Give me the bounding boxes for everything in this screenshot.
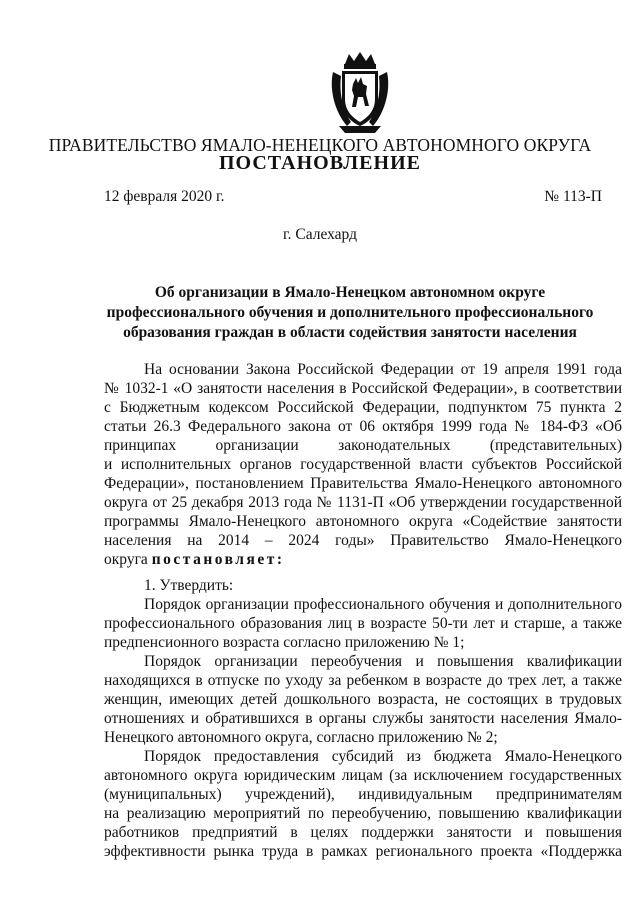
body-line: и исполнительных органов государственной власти субъектов Российской (104, 456, 622, 473)
title-line: образования граждан в области содействия занятости населения (123, 324, 577, 341)
body-line: Порядок предоставления субсидий из бюджета Ямало-Ненецкого (144, 748, 622, 765)
government-name: ПРАВИТЕЛЬСТВО ЯМАЛО-НЕНЕЦКОГО АВТОНОМНОГО ОКРУГА (48, 135, 592, 155)
resolution-body (104, 360, 622, 861)
clause-heading: 1. Утвердить: (144, 577, 234, 594)
title-line: профессионального обучения и дополнительного профессионального (106, 304, 594, 321)
title-line: Об организации в Ямало-Ненецком автономном округе (154, 284, 546, 301)
body-line: программы Ямало-Ненецкого автономного округа «Содействие занятости (104, 513, 622, 530)
body-line: эффективности рынка труда в рамках регионального проекта «Поддержка (104, 843, 622, 860)
resolution-title (60, 283, 640, 343)
body-line: работников предприятий в целях поддержки занятости и повышения (104, 824, 622, 841)
body-line (104, 550, 622, 569)
body-line: на реализацию мероприятий по переобучению, повышению квалификации (104, 805, 622, 822)
body-line: Ненецкого автономного округа, согласно приложению № 2; (104, 729, 498, 746)
body-line: находящихся в отпуске по уходу за ребенком в возрасте до трех лет, а также (104, 672, 622, 689)
body-line: отношениях и обратившихся в органы службы занятости населения Ямало- (104, 710, 622, 727)
body-line: принципах организации законодательных (представительных) (104, 437, 622, 454)
body-line: Порядок организации переобучения и повышения квалификации (144, 653, 622, 670)
body-line: с Бюджетным кодексом Российской Федерации, подпунктом 75 пункта 2 (104, 399, 622, 416)
body-line-text: округа (104, 551, 148, 568)
body-line: женщин, имеющих детей дошкольного возраста, не состоящих в трудовых (104, 691, 622, 708)
body-line: № 1032-1 «О занятости населения в Российской Федерации», в соответствии (104, 380, 622, 397)
body-line: округа от 25 декабря 2013 года № 1131-П «Об утверждении государственной (104, 494, 622, 511)
body-line: предпенсионного возраста согласно приложению № 1; (104, 634, 465, 651)
document-type-title: ПОСТАНОВЛЕНИЕ (219, 152, 421, 174)
body-line: (муниципальных) учреждений), индивидуальным предпринимателям (104, 786, 622, 803)
issue-city: г. Салехард (283, 226, 357, 243)
body-line: населения на 2014 – 2024 годы» Правительство Ямало-Ненецкого (104, 532, 622, 549)
body-line: статьи 26.3 Федерального закона от 06 октября 1999 года № 184-ФЗ «Об (104, 418, 622, 435)
body-line: На основании Закона Российской Федерации от 19 апреля 1991 года (144, 361, 622, 378)
body-line: Федерации», постановлением Правительства Ямало-Ненецкого автономного (104, 475, 622, 492)
document-number: № 113-П (544, 188, 602, 205)
body-line: автономного округа юридическим лицам (за исключением государственных (104, 767, 622, 784)
document-date: 12 февраля 2020 г. (104, 188, 225, 205)
coat-of-arms-emblem (325, 50, 395, 135)
decree-verb: постановляет: (151, 551, 285, 568)
body-line: Порядок организации профессионального обучения и дополнительного (144, 596, 622, 613)
body-line: профессионального образования лиц в возрасте 50-ти лет и старше, а также (104, 615, 622, 632)
